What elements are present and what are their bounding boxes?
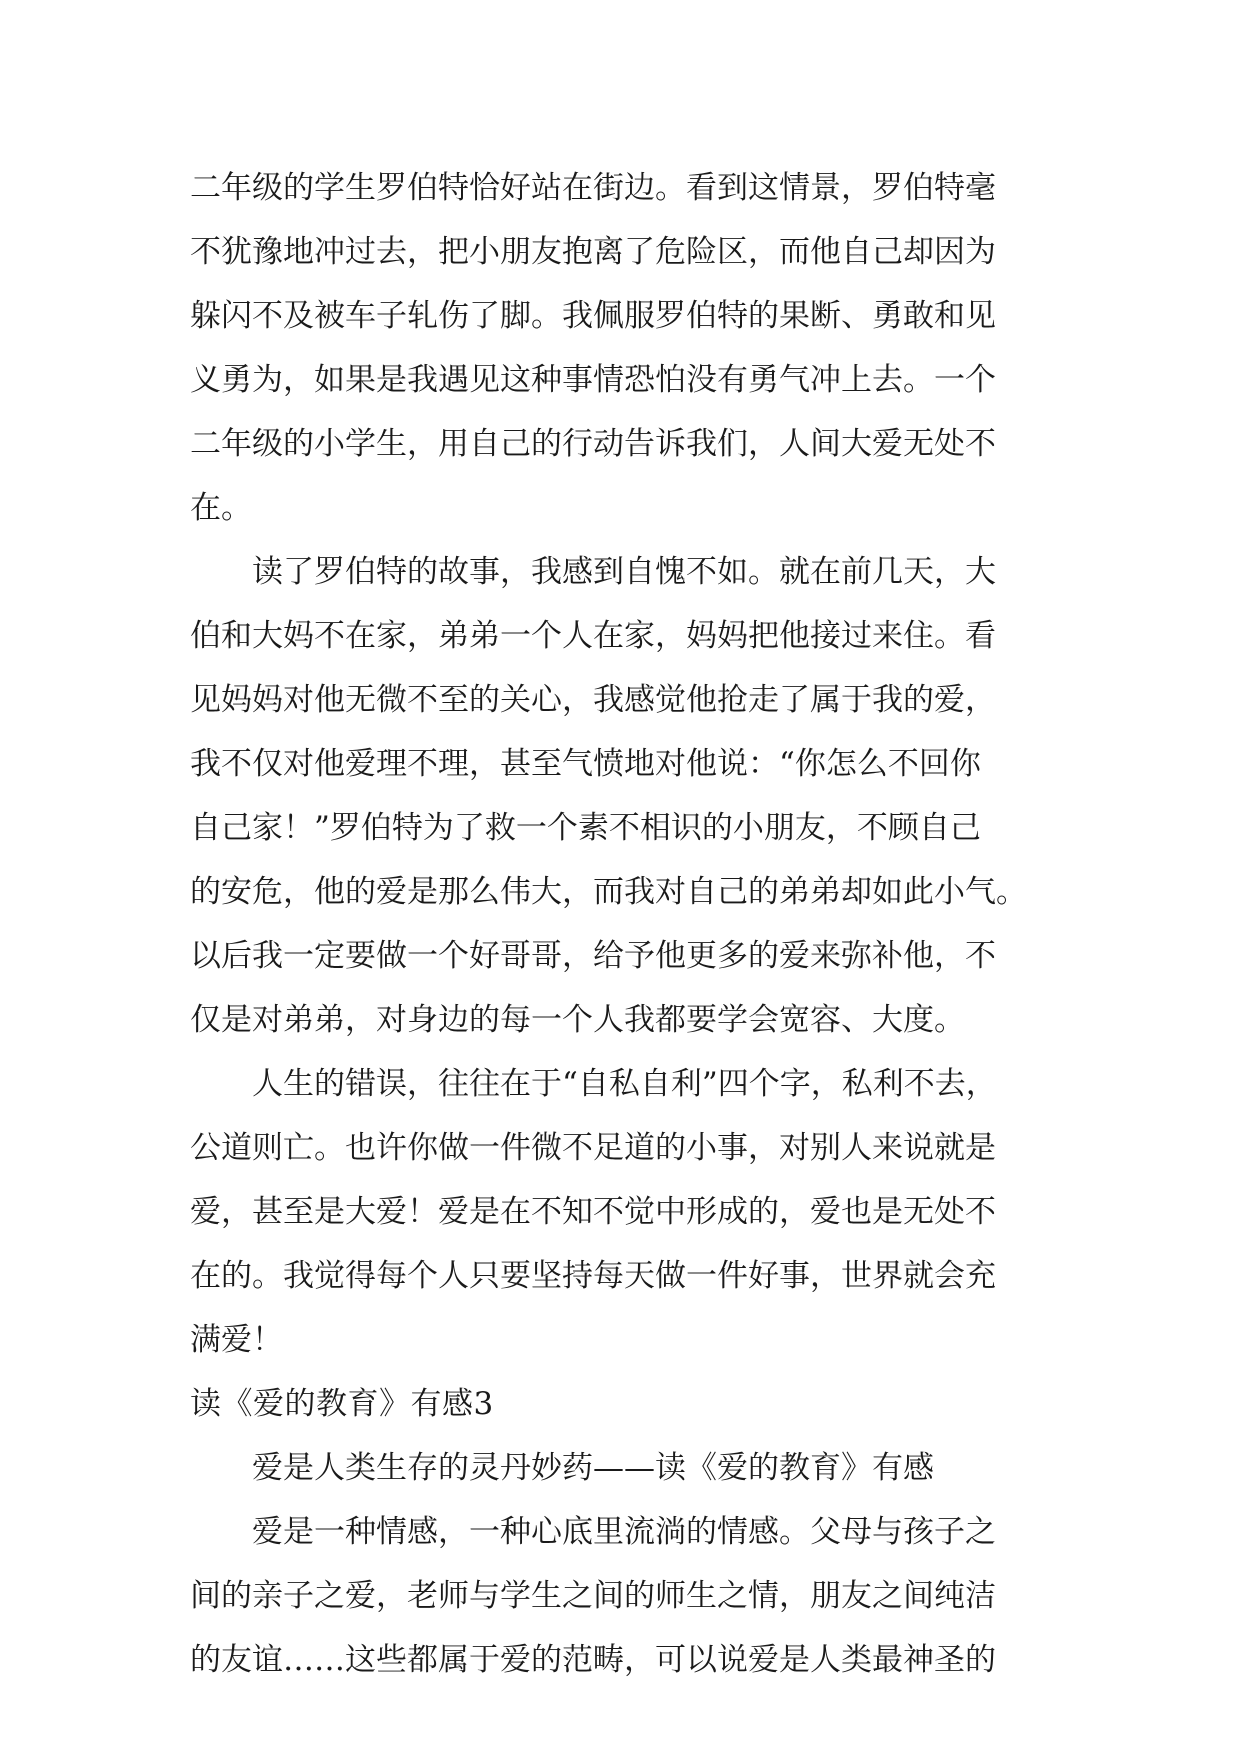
text-line: 间的亲子之爱，老师与学生之间的师生之情，朋友之间纯洁 [190,1578,996,1614]
text-line: 的安危，他的爱是那么伟大，而我对自己的弟弟却如此小气。 [190,874,1027,910]
text-line: 义勇为，如果是我遇见这种事情恐怕没有勇气冲上去。一个 [190,362,996,398]
text-line: 的友谊……这些都属于爱的范畴，可以说爱是人类最神圣的 [190,1642,996,1678]
paragraph-reflection [190,540,1052,1052]
text-line: 人生的错误，往往在于“自私自利”四个字，私利不去， [252,1066,997,1102]
text-line: 读了罗伯特的故事，我感到自愧不如。就在前几天，大 [252,554,996,590]
essay-subtitle: 爱是人类生存的灵丹妙药——读《爱的教育》有感 [252,1450,934,1486]
text-line: 公道则亡。也许你做一件微不足道的小事，对别人来说就是 [190,1130,996,1166]
text-line: 以后我一定要做一个好哥哥，给予他更多的爱来弥补他，不 [190,938,996,974]
text-line: 爱是一种情感，一种心底里流淌的情感。父母与孩子之 [252,1514,996,1550]
text-line: 躲闪不及被车子轧伤了脚。我佩服罗伯特的果断、勇敢和见 [190,298,996,334]
text-line: 不犹豫地冲过去，把小朋友抱离了危险区，而他自己却因为 [190,234,996,270]
paragraph-love-intro [190,1500,1052,1692]
text-line: 见妈妈对他无微不至的关心，我感觉他抢走了属于我的爱， [190,682,996,718]
text-line: 自己家！”罗伯特为了救一个素不相识的小朋友，不顾自己 [190,810,981,846]
text-line: 爱，甚至是大爱！爱是在不知不觉中形成的，爱也是无处不 [190,1194,996,1230]
text-line: 二年级的小学生，用自己的行动告诉我们，人间大爱无处不 [190,426,996,462]
text-line: 满爱！ [190,1322,283,1358]
document-body [190,156,1052,1692]
paragraph-robert-story [190,156,1052,540]
text-line: 在的。我觉得每个人只要坚持每天做一件好事，世界就会充 [190,1258,996,1294]
paragraph-conclusion [190,1052,1052,1372]
text-line: 仅是对弟弟，对身边的每一个人我都要学会宽容、大度。 [190,1002,965,1038]
text-line: 在。 [190,490,252,526]
text-line: 二年级的学生罗伯特恰好站在街边。看到这情景，罗伯特毫 [190,170,996,206]
text-line: 我不仅对他爱理不理，甚至气愤地对他说：“你怎么不回你 [190,746,981,782]
section-heading: 读《爱的教育》有感3 [190,1386,494,1422]
text-line: 伯和大妈不在家，弟弟一个人在家，妈妈把他接过来住。看 [190,618,996,654]
